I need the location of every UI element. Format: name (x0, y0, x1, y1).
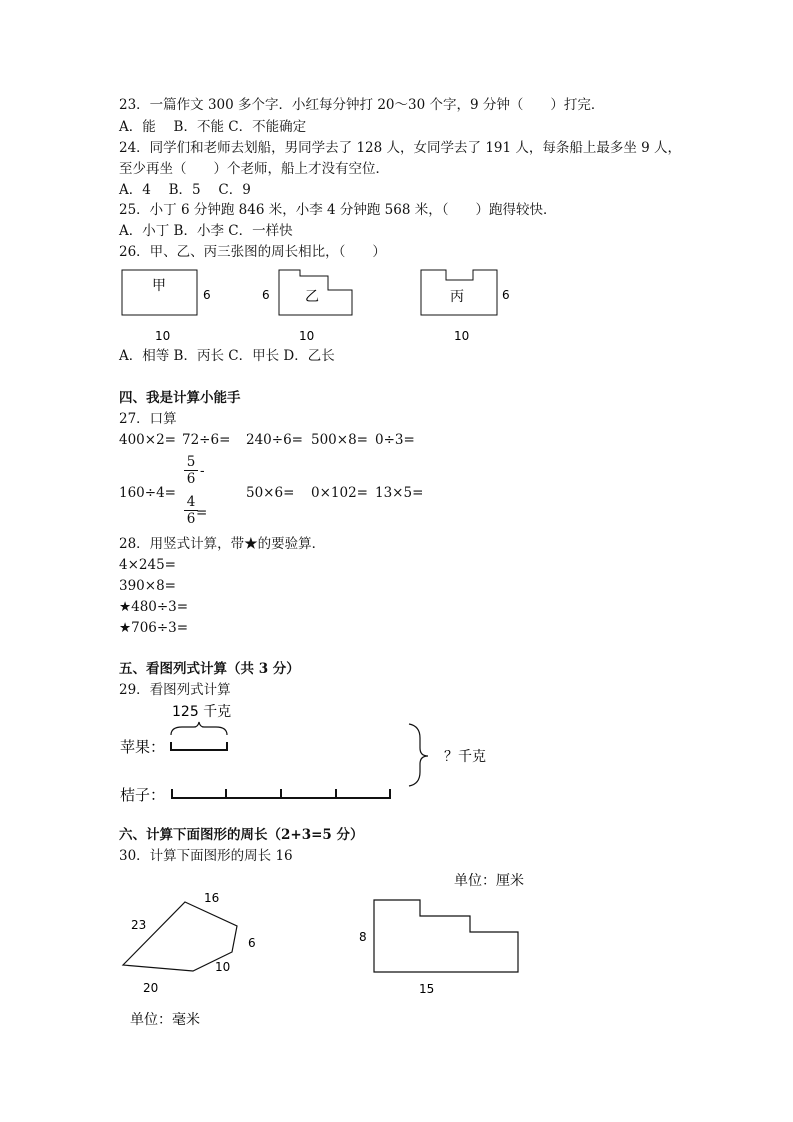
section5-title: 五、看图列式计算（共 3 分） (119, 661, 300, 677)
q25-options: A．小丁 B．小李 C．一样快 (119, 223, 293, 239)
stepped-width: 15 (419, 982, 435, 996)
question-label: ？千克 (444, 749, 486, 765)
q27-row1-item3: 240÷6= (246, 432, 303, 448)
shape-bing-width: 10 (454, 329, 470, 343)
shape-jia-label: 甲 (152, 278, 166, 294)
q27-row2-item4: 0×102= (311, 485, 368, 501)
q27-row2-item3: 50×6= (246, 485, 295, 501)
pentagon-top-side: 16 (204, 891, 220, 905)
q23-options: A．能 B．不能 C．不能确定 (119, 119, 307, 135)
shape-yi-label: 乙 (305, 289, 319, 305)
q27-row2-item1: 160÷4= (119, 485, 176, 501)
pentagon-unit: 单位：毫米 (130, 1012, 200, 1028)
q27-row1-item5: 0÷3= (375, 432, 415, 448)
q27-row2-item5: 13×5= (375, 485, 424, 501)
pentagon-lower-right-side: 10 (215, 960, 231, 974)
q27-row1-item1: 400×2= (119, 432, 176, 448)
fraction-5-6-operator: - (200, 463, 205, 479)
apple-label: 苹果： (120, 738, 166, 756)
section6-title: 六、计算下面图形的周长（2+3=5 分） (119, 827, 364, 843)
q24-stem-line1: 24．同学们和老师去划船，男同学去了 128 人，女同学去了 191 人，每条船上最多坐 9 人， (119, 140, 682, 156)
brace-label: 125 千克 (172, 704, 232, 720)
shape-jia-width: 10 (155, 329, 171, 343)
q28-label: 28．用竖式计算，带★的要验算． (119, 536, 326, 552)
q26-stem: 26．甲、乙、丙三张图的周长相比，（ ） (119, 244, 386, 260)
fraction-4-6-operator: = (196, 505, 208, 521)
q28-item2: 390×8= (119, 578, 176, 594)
shape-bing-height: 6 (502, 288, 510, 302)
fraction-4-6-numerator: 4 (186, 494, 196, 510)
fraction-5-6-numerator: 5 (186, 454, 196, 470)
q25-stem: 25．小丁 6 分钟跑 846 米，小李 4 分钟跑 568 米，（ ）跑得较快． (119, 202, 557, 218)
shape-bing-label: 丙 (450, 289, 464, 305)
orange-label: 桔子： (120, 786, 166, 804)
q27-row1-item4: 500×8= (311, 432, 368, 448)
q23-stem: 23．一篇作文 300 多个字．小红每分钟打 20～30 个字，9 分钟（ ）打完． (119, 97, 605, 113)
pentagon-bottom-side: 20 (143, 981, 159, 995)
q26-options: A．相等 B．丙长 C．甲长 D．乙长 (119, 348, 335, 364)
pentagon-left-side: 23 (131, 918, 147, 932)
q30-label: 30．计算下面图形的周长 16 (119, 848, 293, 864)
pentagon-right-side: 6 (248, 936, 256, 950)
stepped-unit: 单位：厘米 (454, 873, 524, 889)
shape-yi-width: 10 (299, 329, 315, 343)
shape-jia-height: 6 (203, 288, 211, 302)
fraction-4-6-denominator: 6 (184, 510, 198, 527)
q24-stem-line2: 至少再坐（ ）个老师，船上才没有空位． (119, 161, 389, 177)
section4-title: 四、我是计算小能手 (119, 390, 241, 406)
stepped-shape (374, 900, 518, 972)
q24-options: A．4 B．5 C．9 (119, 182, 251, 198)
q28-item1: 4×245= (119, 557, 176, 573)
stepped-height: 8 (359, 930, 367, 944)
q27-label: 27．口算 (119, 411, 177, 427)
fraction-5-6-denominator: 6 (184, 470, 198, 487)
q29-label: 29．看图列式计算 (119, 682, 231, 698)
q27-row1-item2: 72÷6= (182, 432, 231, 448)
q28-item4: ★706÷3= (119, 620, 189, 636)
shape-yi-height: 6 (262, 288, 270, 302)
q28-item3: ★480÷3= (119, 599, 189, 615)
